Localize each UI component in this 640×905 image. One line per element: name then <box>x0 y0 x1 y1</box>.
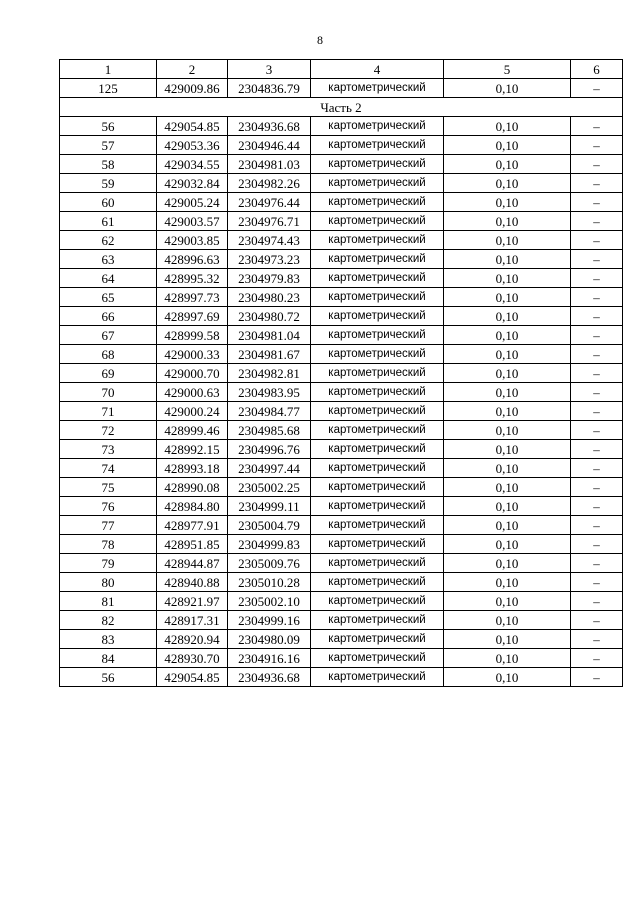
method-cell: картометрический <box>311 554 444 573</box>
y-coordinate-cell: 2304996.76 <box>228 440 311 459</box>
accuracy-cell: 0,10 <box>444 155 571 174</box>
y-coordinate-cell: 2304973.23 <box>228 250 311 269</box>
table-row <box>60 193 623 212</box>
x-coordinate-cell: 429000.33 <box>157 345 228 364</box>
description-cell: – <box>571 117 623 136</box>
y-coordinate-cell: 2305004.79 <box>228 516 311 535</box>
accuracy-cell: 0,10 <box>444 402 571 421</box>
x-coordinate-cell: 429000.63 <box>157 383 228 402</box>
table-row <box>60 668 623 687</box>
accuracy-cell: 0,10 <box>444 231 571 250</box>
x-coordinate-cell: 428997.73 <box>157 288 228 307</box>
point-number-cell: 57 <box>60 136 157 155</box>
accuracy-cell: 0,10 <box>444 174 571 193</box>
description-cell: – <box>571 611 623 630</box>
description-cell: – <box>571 478 623 497</box>
accuracy-cell: 0,10 <box>444 269 571 288</box>
point-number-cell: 64 <box>60 269 157 288</box>
table-row <box>60 497 623 516</box>
table-row <box>60 288 623 307</box>
y-coordinate-cell: 2304985.68 <box>228 421 311 440</box>
description-cell: – <box>571 136 623 155</box>
method-cell: картометрический <box>311 345 444 364</box>
point-number-cell: 82 <box>60 611 157 630</box>
accuracy-cell: 0,10 <box>444 307 571 326</box>
description-cell: – <box>571 307 623 326</box>
table-row <box>60 478 623 497</box>
description-cell: – <box>571 573 623 592</box>
point-number-cell: 80 <box>60 573 157 592</box>
y-coordinate-cell: 2304999.83 <box>228 535 311 554</box>
x-coordinate-cell: 429032.84 <box>157 174 228 193</box>
table-row <box>60 516 623 535</box>
method-cell: картометрический <box>311 649 444 668</box>
method-cell: картометрический <box>311 497 444 516</box>
method-cell: картометрический <box>311 402 444 421</box>
y-coordinate-cell: 2304999.16 <box>228 611 311 630</box>
y-coordinate-cell: 2304976.44 <box>228 193 311 212</box>
description-cell: – <box>571 212 623 231</box>
accuracy-cell: 0,10 <box>444 364 571 383</box>
header-cell: 3 <box>228 60 311 79</box>
method-cell: картометрический <box>311 269 444 288</box>
description-cell: – <box>571 250 623 269</box>
table-row <box>60 592 623 611</box>
description-cell: – <box>571 630 623 649</box>
description-cell: – <box>571 383 623 402</box>
x-coordinate-cell: 428930.70 <box>157 649 228 668</box>
header-cell: 1 <box>60 60 157 79</box>
x-coordinate-cell: 428917.31 <box>157 611 228 630</box>
point-number-cell: 77 <box>60 516 157 535</box>
table-row <box>60 155 623 174</box>
accuracy-cell: 0,10 <box>444 136 571 155</box>
y-coordinate-cell: 2304980.09 <box>228 630 311 649</box>
table-row <box>60 79 623 98</box>
x-coordinate-cell: 429053.36 <box>157 136 228 155</box>
point-number-cell: 56 <box>60 117 157 136</box>
point-number-cell: 72 <box>60 421 157 440</box>
y-coordinate-cell: 2304976.71 <box>228 212 311 231</box>
header-row <box>60 60 623 79</box>
y-coordinate-cell: 2304982.81 <box>228 364 311 383</box>
method-cell: картометрический <box>311 573 444 592</box>
accuracy-cell: 0,10 <box>444 649 571 668</box>
description-cell: – <box>571 288 623 307</box>
description-cell: – <box>571 554 623 573</box>
accuracy-cell: 0,10 <box>444 535 571 554</box>
point-number-cell: 56 <box>60 668 157 687</box>
table-row <box>60 554 623 573</box>
point-number-cell: 63 <box>60 250 157 269</box>
description-cell: – <box>571 421 623 440</box>
x-coordinate-cell: 428920.94 <box>157 630 228 649</box>
accuracy-cell: 0,10 <box>444 611 571 630</box>
header-cell: 4 <box>311 60 444 79</box>
point-number-cell: 68 <box>60 345 157 364</box>
accuracy-cell: 0,10 <box>444 573 571 592</box>
y-coordinate-cell: 2305002.25 <box>228 478 311 497</box>
x-coordinate-cell: 428984.80 <box>157 497 228 516</box>
accuracy-cell: 0,10 <box>444 288 571 307</box>
point-number-cell: 59 <box>60 174 157 193</box>
table-row <box>60 231 623 250</box>
y-coordinate-cell: 2304997.44 <box>228 459 311 478</box>
point-number-cell: 65 <box>60 288 157 307</box>
point-number-cell: 60 <box>60 193 157 212</box>
accuracy-cell: 0,10 <box>444 212 571 231</box>
table-row <box>60 345 623 364</box>
description-cell: – <box>571 269 623 288</box>
point-number-cell: 70 <box>60 383 157 402</box>
method-cell: картометрический <box>311 459 444 478</box>
method-cell: картометрический <box>311 174 444 193</box>
method-cell: картометрический <box>311 516 444 535</box>
method-cell: картометрический <box>311 250 444 269</box>
accuracy-cell: 0,10 <box>444 421 571 440</box>
point-number-cell: 83 <box>60 630 157 649</box>
method-cell: картометрический <box>311 630 444 649</box>
method-cell: картометрический <box>311 136 444 155</box>
x-coordinate-cell: 428993.18 <box>157 459 228 478</box>
table-row <box>60 611 623 630</box>
description-cell: – <box>571 516 623 535</box>
description-cell: – <box>571 649 623 668</box>
accuracy-cell: 0,10 <box>444 478 571 497</box>
table-row <box>60 307 623 326</box>
accuracy-cell: 0,10 <box>444 250 571 269</box>
x-coordinate-cell: 429009.86 <box>157 79 228 98</box>
description-cell: – <box>571 326 623 345</box>
accuracy-cell: 0,10 <box>444 117 571 136</box>
point-number-cell: 79 <box>60 554 157 573</box>
description-cell: – <box>571 535 623 554</box>
x-coordinate-cell: 428999.46 <box>157 421 228 440</box>
method-cell: картометрический <box>311 478 444 497</box>
y-coordinate-cell: 2304946.44 <box>228 136 311 155</box>
x-coordinate-cell: 428995.32 <box>157 269 228 288</box>
point-number-cell: 69 <box>60 364 157 383</box>
x-coordinate-cell: 429000.24 <box>157 402 228 421</box>
accuracy-cell: 0,10 <box>444 459 571 478</box>
x-coordinate-cell: 428951.85 <box>157 535 228 554</box>
table-row <box>60 174 623 193</box>
y-coordinate-cell: 2304984.77 <box>228 402 311 421</box>
x-coordinate-cell: 429005.24 <box>157 193 228 212</box>
x-coordinate-cell: 428940.88 <box>157 573 228 592</box>
y-coordinate-cell: 2304981.04 <box>228 326 311 345</box>
point-number-cell: 67 <box>60 326 157 345</box>
point-number-cell: 125 <box>60 79 157 98</box>
x-coordinate-cell: 429003.85 <box>157 231 228 250</box>
x-coordinate-cell: 428992.15 <box>157 440 228 459</box>
section-row <box>60 98 623 117</box>
accuracy-cell: 0,10 <box>444 592 571 611</box>
method-cell: картометрический <box>311 364 444 383</box>
table-row <box>60 649 623 668</box>
x-coordinate-cell: 428944.87 <box>157 554 228 573</box>
description-cell: – <box>571 193 623 212</box>
accuracy-cell: 0,10 <box>444 383 571 402</box>
x-coordinate-cell: 429000.70 <box>157 364 228 383</box>
x-coordinate-cell: 428977.91 <box>157 516 228 535</box>
table-row <box>60 421 623 440</box>
table-row <box>60 573 623 592</box>
y-coordinate-cell: 2304979.83 <box>228 269 311 288</box>
table-row <box>60 440 623 459</box>
method-cell: картометрический <box>311 421 444 440</box>
description-cell: – <box>571 231 623 250</box>
y-coordinate-cell: 2305010.28 <box>228 573 311 592</box>
accuracy-cell: 0,10 <box>444 630 571 649</box>
table-row <box>60 269 623 288</box>
method-cell: картометрический <box>311 231 444 250</box>
table-row <box>60 383 623 402</box>
table-row <box>60 364 623 383</box>
x-coordinate-cell: 429034.55 <box>157 155 228 174</box>
method-cell: картометрический <box>311 117 444 136</box>
table-row <box>60 535 623 554</box>
coordinates-table <box>59 59 623 687</box>
point-number-cell: 75 <box>60 478 157 497</box>
accuracy-cell: 0,10 <box>444 497 571 516</box>
method-cell: картометрический <box>311 535 444 554</box>
method-cell: картометрический <box>311 193 444 212</box>
accuracy-cell: 0,10 <box>444 440 571 459</box>
x-coordinate-cell: 429003.57 <box>157 212 228 231</box>
x-coordinate-cell: 428996.63 <box>157 250 228 269</box>
y-coordinate-cell: 2305009.76 <box>228 554 311 573</box>
table-row <box>60 212 623 231</box>
point-number-cell: 58 <box>60 155 157 174</box>
method-cell: картометрический <box>311 326 444 345</box>
coordinates-table-body <box>60 60 623 687</box>
point-number-cell: 73 <box>60 440 157 459</box>
x-coordinate-cell: 428997.69 <box>157 307 228 326</box>
point-number-cell: 62 <box>60 231 157 250</box>
method-cell: картометрический <box>311 155 444 174</box>
table-row <box>60 117 623 136</box>
table-row <box>60 250 623 269</box>
page-number: 8 <box>317 33 323 47</box>
table-row <box>60 136 623 155</box>
y-coordinate-cell: 2304936.68 <box>228 117 311 136</box>
description-cell: – <box>571 155 623 174</box>
accuracy-cell: 0,10 <box>444 516 571 535</box>
description-cell: – <box>571 345 623 364</box>
x-coordinate-cell: 428921.97 <box>157 592 228 611</box>
table-row <box>60 459 623 478</box>
point-number-cell: 74 <box>60 459 157 478</box>
method-cell: картометрический <box>311 288 444 307</box>
accuracy-cell: 0,10 <box>444 668 571 687</box>
method-cell: картометрический <box>311 611 444 630</box>
accuracy-cell: 0,10 <box>444 554 571 573</box>
method-cell: картометрический <box>311 668 444 687</box>
description-cell: – <box>571 497 623 516</box>
y-coordinate-cell: 2304836.79 <box>228 79 311 98</box>
point-number-cell: 81 <box>60 592 157 611</box>
point-number-cell: 76 <box>60 497 157 516</box>
section-title: Часть 2 <box>60 98 623 117</box>
accuracy-cell: 0,10 <box>444 345 571 364</box>
table-row <box>60 630 623 649</box>
method-cell: картометрический <box>311 212 444 231</box>
y-coordinate-cell: 2304983.95 <box>228 383 311 402</box>
point-number-cell: 84 <box>60 649 157 668</box>
description-cell: – <box>571 364 623 383</box>
y-coordinate-cell: 2304936.68 <box>228 668 311 687</box>
method-cell: картометрический <box>311 440 444 459</box>
y-coordinate-cell: 2304974.43 <box>228 231 311 250</box>
y-coordinate-cell: 2304999.11 <box>228 497 311 516</box>
description-cell: – <box>571 459 623 478</box>
header-cell: 5 <box>444 60 571 79</box>
point-number-cell: 66 <box>60 307 157 326</box>
y-coordinate-cell: 2304980.23 <box>228 288 311 307</box>
method-cell: картометрический <box>311 383 444 402</box>
x-coordinate-cell: 428999.58 <box>157 326 228 345</box>
x-coordinate-cell: 429054.85 <box>157 117 228 136</box>
y-coordinate-cell: 2304981.03 <box>228 155 311 174</box>
accuracy-cell: 0,10 <box>444 79 571 98</box>
header-cell: 2 <box>157 60 228 79</box>
method-cell: картометрический <box>311 592 444 611</box>
y-coordinate-cell: 2304981.67 <box>228 345 311 364</box>
accuracy-cell: 0,10 <box>444 193 571 212</box>
point-number-cell: 61 <box>60 212 157 231</box>
accuracy-cell: 0,10 <box>444 326 571 345</box>
header-cell: 6 <box>571 60 623 79</box>
description-cell: – <box>571 402 623 421</box>
point-number-cell: 78 <box>60 535 157 554</box>
method-cell: картометрический <box>311 79 444 98</box>
description-cell: – <box>571 592 623 611</box>
y-coordinate-cell: 2304916.16 <box>228 649 311 668</box>
x-coordinate-cell: 428990.08 <box>157 478 228 497</box>
description-cell: – <box>571 668 623 687</box>
description-cell: – <box>571 440 623 459</box>
table-row <box>60 326 623 345</box>
y-coordinate-cell: 2305002.10 <box>228 592 311 611</box>
description-cell: – <box>571 174 623 193</box>
table-row <box>60 402 623 421</box>
point-number-cell: 71 <box>60 402 157 421</box>
y-coordinate-cell: 2304980.72 <box>228 307 311 326</box>
y-coordinate-cell: 2304982.26 <box>228 174 311 193</box>
description-cell: – <box>571 79 623 98</box>
method-cell: картометрический <box>311 307 444 326</box>
x-coordinate-cell: 429054.85 <box>157 668 228 687</box>
